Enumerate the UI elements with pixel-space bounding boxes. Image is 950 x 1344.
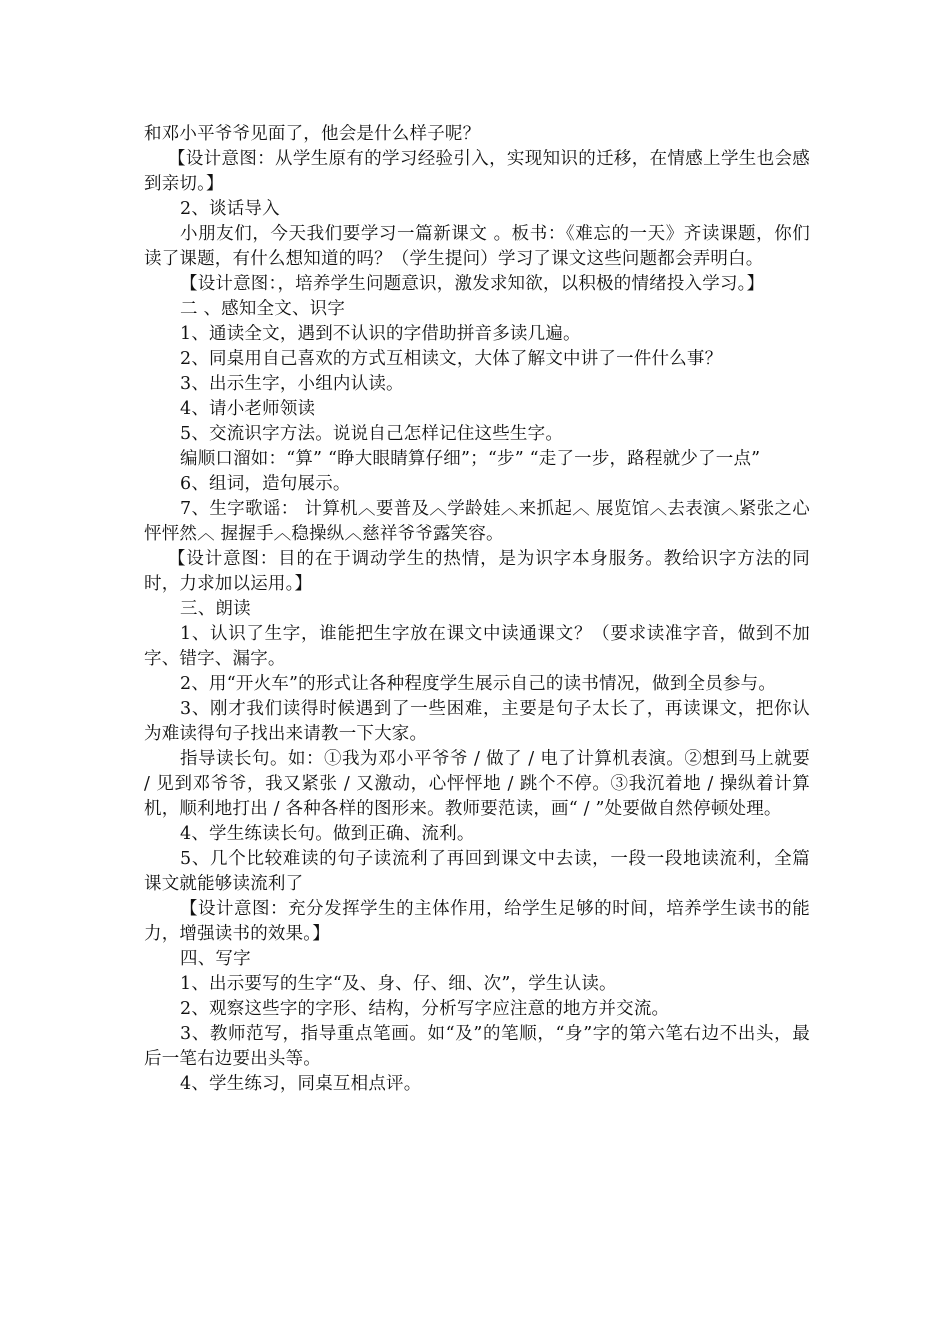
list-item: 5、交流识字方法。说说自己怎样记住这些生字。	[180, 424, 564, 444]
list-item: 3、教师范写，指导重点笔画。如“及”的笔顺，“身”字的第六笔右边不出头，最后一笔右边要出头等。	[144, 1024, 810, 1069]
section-heading: 四、写字	[180, 949, 251, 969]
section-item: 2、谈话导入	[180, 199, 280, 219]
list-item: 4、请小老师领读	[180, 399, 316, 419]
list-item: 4、学生练读长句。做到正确、流利。	[180, 824, 475, 844]
section-heading: 三、朗读	[180, 599, 251, 619]
list-item: 1、通读全文，遇到不认识的字借助拼音多读几遍。	[180, 324, 581, 344]
design-intent-note: 【设计意图：充分发挥学生的主体作用，给学生足够的时间，培养学生读书的能力，增强读书的效果。】	[144, 899, 810, 944]
list-item: 7、生字歌谣： 计算机︿要普及︿学龄娃︿来抓起︿ 展览馆︿去表演︿紧张之心怦怦然︿ 握握手︿稳操纵︿慈祥爷爷露笑容。	[144, 499, 810, 544]
design-intent-note: 【设计意图：目的在于调动学生的热情，是为识字本身服务。教给识字方法的同时，力求加以运用。】	[144, 549, 810, 594]
paragraph: 指导读长句。如：①我为邓小平爷爷 / 做了 / 电了计算机表演。②想到马上就要 / 见到邓爷爷，我又紧张 / 又激动，心怦怦地 / 跳个不停。③我沉着地 / 操纵着计算机，顺利地打出 / 各种各样的图形来。教师要范读，画“ / ”处要做自然停顿处理。	[144, 749, 810, 819]
design-intent-note: 【设计意图：从学生原有的学习经验引入，实现知识的迁移，在情感上学生也会感到亲切。】	[144, 149, 810, 194]
paragraph: 小朋友们，今天我们要学习一篇新课文 。板书：《难忘的一天》齐读课题，你们读了课题，有什么想知道的吗？（学生提问）学习了课文这些问题都会弄明白。	[144, 224, 810, 269]
list-item: 1、出示要写的生字“及、身、仔、细、次”，学生认读。	[180, 974, 617, 994]
section-heading: 二 、感知全文、识字	[180, 299, 346, 319]
list-item: 6、组词，造句展示。	[180, 474, 351, 494]
list-item: 3、出示生字，小组内认读。	[180, 374, 404, 394]
list-item: 5、几个比较难读的句子读流利了再回到课文中去读，一段一段地读流利，全篇课文就能够读流利了	[144, 849, 810, 894]
list-item: 3、刚才我们读得时候遇到了一些困难，主要是句子太长了，再读课文，把你认为难读得句子找出来请教一下大家。	[144, 699, 810, 744]
paragraph: 编顺口溜如：“算” “睁大眼睛算仔细”；“步” “走了一步，路程就少了一点”	[180, 449, 761, 469]
design-intent-note: 【设计意图：，培养学生问题意识，激发求知欲，以积极的情绪投入学习。】	[180, 274, 765, 294]
list-item: 2、用“开火车”的形式让各种程度学生展示自己的读书情况，做到全员参与。	[180, 674, 777, 694]
paragraph: 和邓小平爷爷见面了，他会是什么样子呢？	[144, 124, 481, 144]
list-item: 4、学生练习，同桌互相点评。	[180, 1074, 422, 1094]
list-item: 1、认识了生字，谁能把生字放在课文中读通课文？（要求读准字音，做到不加字、错字、漏字。	[144, 624, 810, 669]
list-item: 2、观察这些字的字形、结构，分析写字应注意的地方并交流。	[180, 999, 670, 1019]
list-item: 2、同桌用自己喜欢的方式互相读文，大体了解文中讲了一件什么事？	[180, 349, 723, 369]
document-body	[144, 122, 810, 1097]
